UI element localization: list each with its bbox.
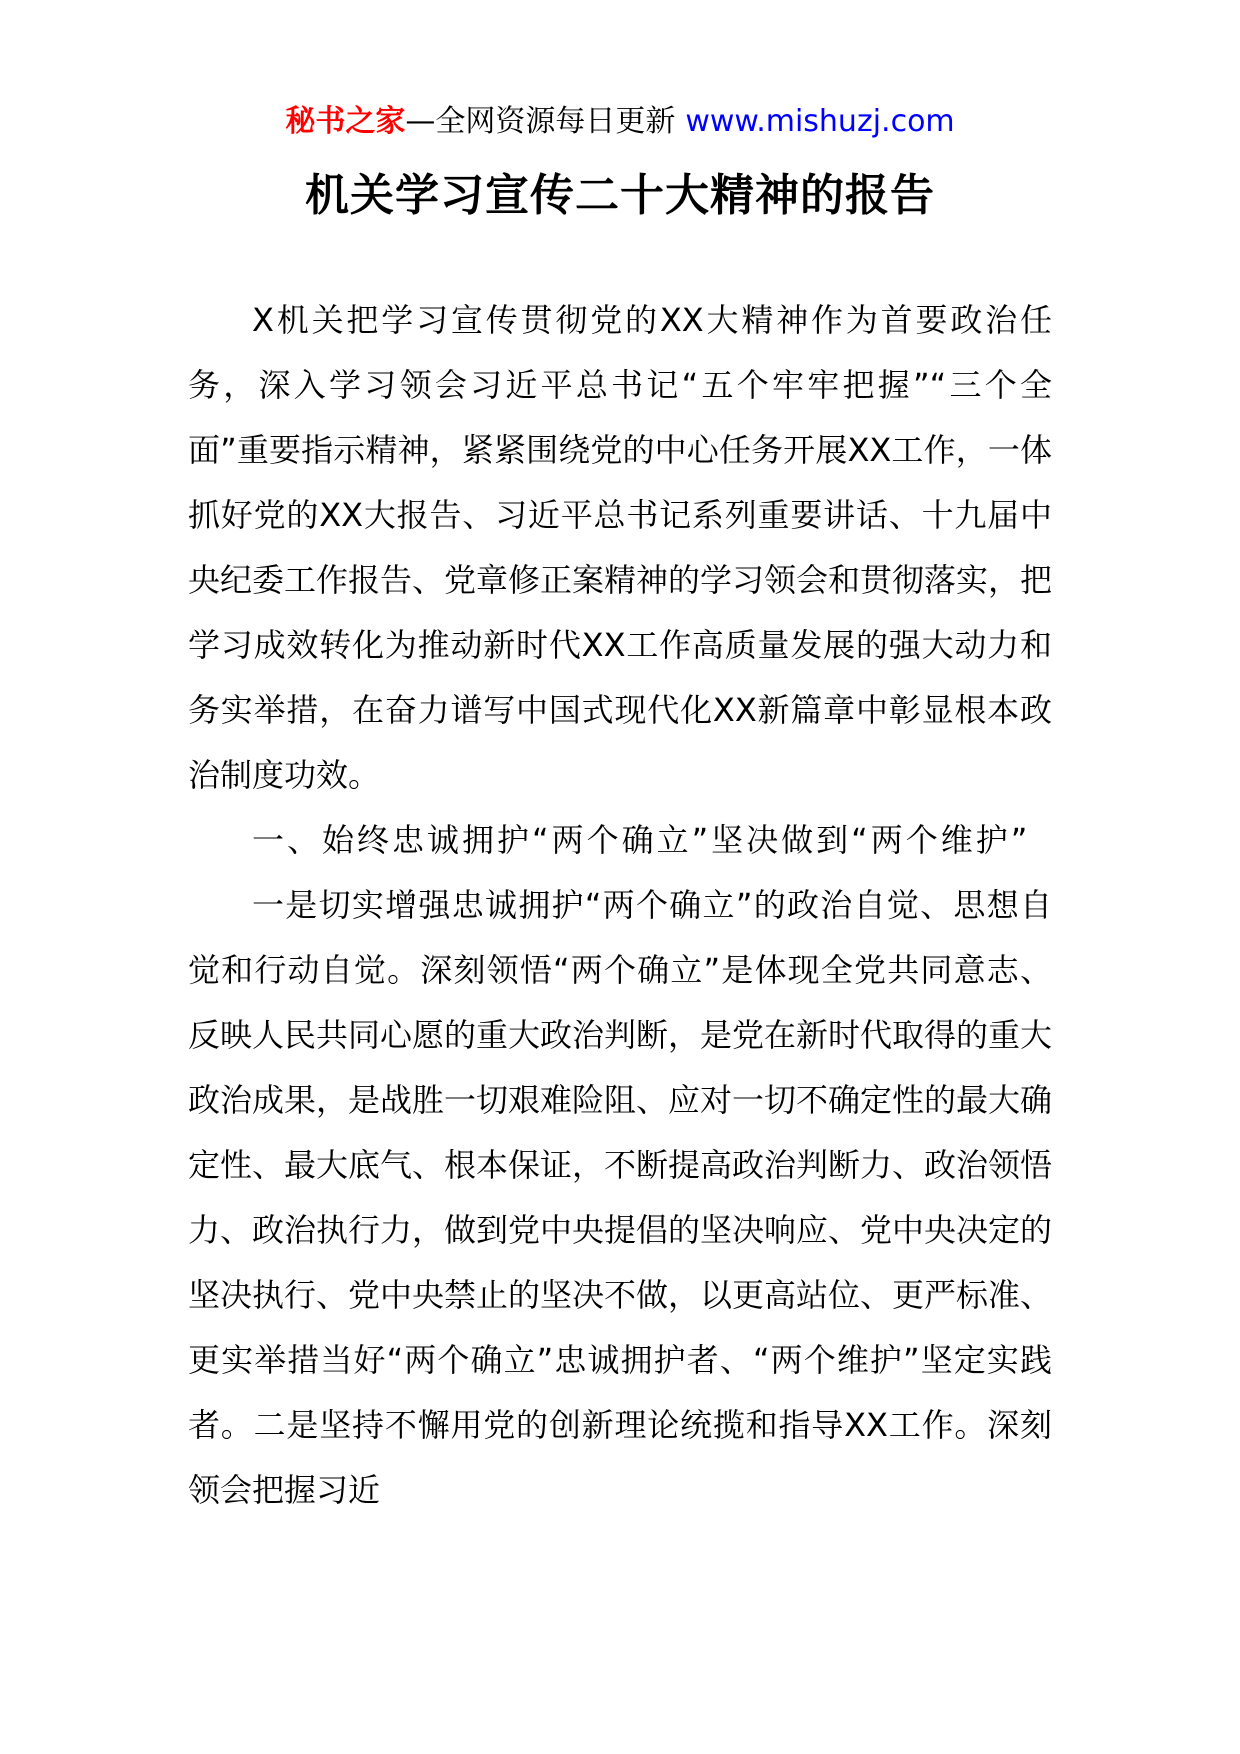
document-body — [188, 288, 1052, 1523]
site-header — [0, 102, 1240, 142]
intro-paragraph: X机关把学习宣传贯彻党的XX大精神作为首要政治任务，深入学习领会习近平总书记“五个牢牢把握”“三个全面”重要指示精神，紧紧围绕党的中心任务开展XX工作，一体抓好党的XX大报告、习近平总书记系列重要讲话、十九届中央纪委工作报告、党章修正案精神的学习领会和贯彻落实，把学习成效转化为推动新时代XX工作高质量发展的强大动力和务实举措，在奋力谱写中国式现代化XX新篇章中彰显根本政治制度功效。 — [188, 301, 1053, 794]
document-title: 机关学习宣传二十大精神的报告 — [305, 170, 935, 221]
brand-name: 秘书之家 — [285, 104, 406, 139]
section-heading: 一、始终忠诚拥护“两个确立”坚决做到“两个维护” — [252, 821, 1031, 859]
site-slogan: —全网资源每日更新 — [405, 104, 676, 139]
body-paragraph: 一是切实增强忠诚拥护“两个确立”的政治自觉、思想自觉和行动自觉。深刻领悟“两个确立”是体现全党共同意志、反映人民共同心愿的重大政治判断，是党在新时代取得的重大政治成果，是战胜一切艰难险阻、应对一切不确定性的最大确定性、最大底气、根本保证，不断提高政治判断力、政治领悟力、政治执行力，做到党中央提倡的坚决响应、党中央决定的坚决执行、党中央禁止的坚决不做，以更高站位、更严标准、更实举措当好“两个确立”忠诚拥护者、“两个维护”坚定实践者。二是坚持不懈用党的创新理论统揽和指导XX工作。深刻领会把握习近 — [188, 886, 1053, 1509]
site-url[interactable]: www.mishuzj.com — [685, 104, 955, 139]
